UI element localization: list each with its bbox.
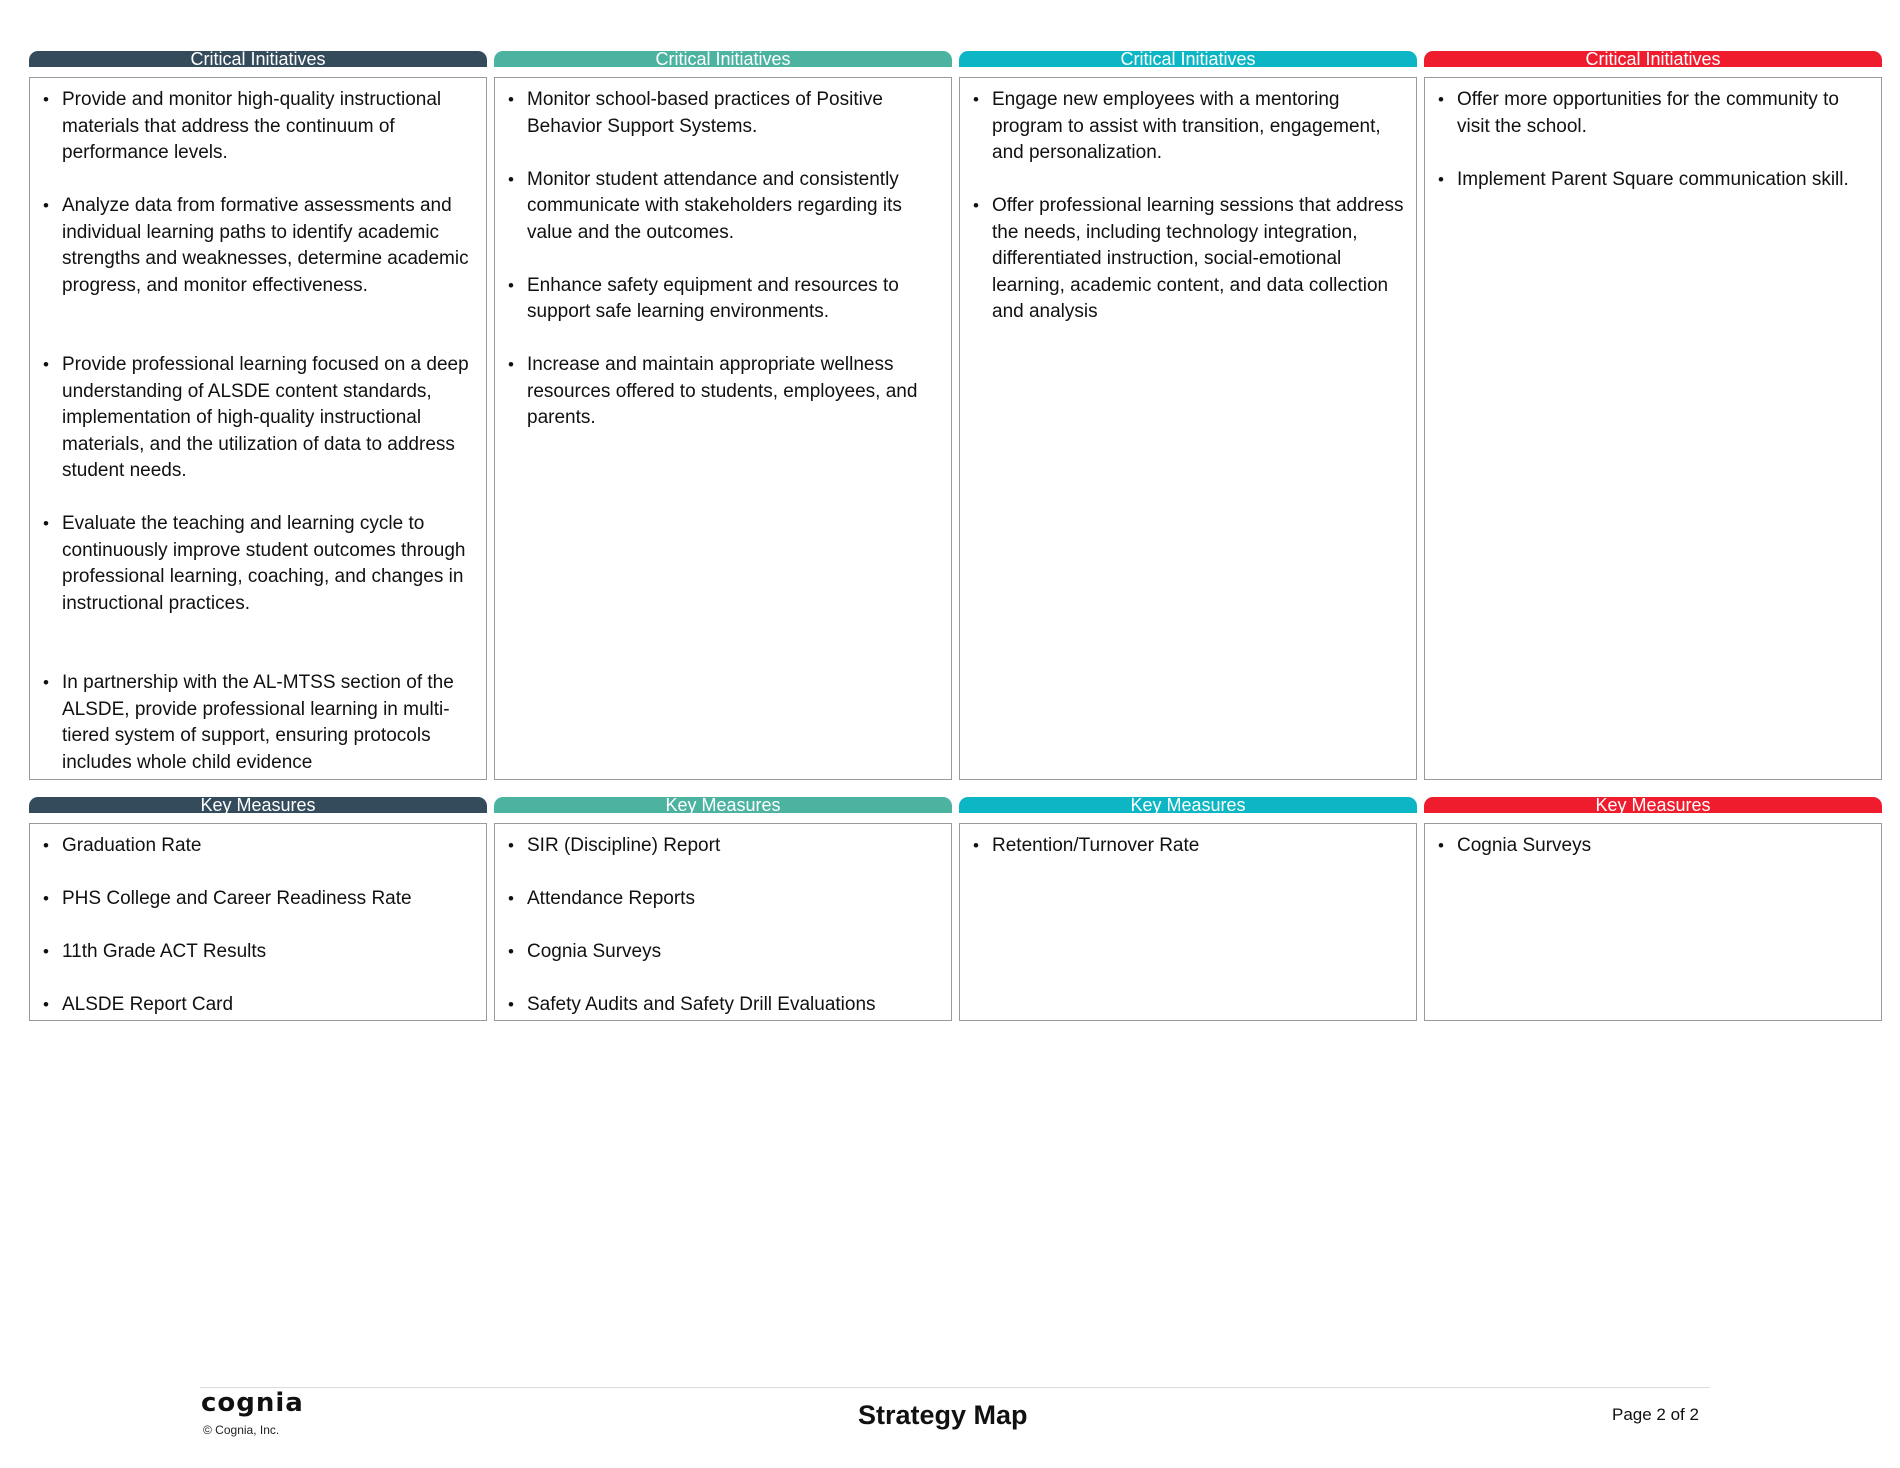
- list-item: • In partnership with the AL-MTSS section of the ALSDE, provide professional learning in multi-tiered system of support, ensuring protocols includes whole child evidence: [62, 670, 474, 776]
- column-4-initiatives: [1424, 51, 1882, 780]
- list-item: • Safety Audits and Safety Drill Evaluations: [527, 992, 939, 1019]
- list-item: • Monitor student attendance and consistently communicate with stakeholders regarding its value and the outcomes.: [527, 167, 939, 247]
- measures-header-2: Key Measures: [494, 797, 952, 813]
- column-4-measures: [1424, 797, 1882, 1021]
- footer-title: Strategy Map: [858, 1400, 1028, 1430]
- measures-list-3: [960, 824, 1416, 860]
- column-3-initiatives: [959, 51, 1417, 780]
- initiatives-box-4: [1424, 77, 1882, 780]
- measures-list-4: [1425, 824, 1881, 860]
- column-1-measures: [29, 797, 487, 1021]
- list-item: • Increase and maintain appropriate wellness resources offered to students, employees, and parents.: [527, 352, 939, 432]
- critical-initiatives-row: [29, 51, 1882, 780]
- initiatives-header-1: Critical Initiatives: [29, 51, 487, 67]
- measures-box-3: [959, 823, 1417, 1021]
- initiatives-box-1: [29, 77, 487, 780]
- measures-list-1: [30, 824, 486, 1019]
- list-item: • Provide professional learning focused on a deep understanding of ALSDE content standards, implementation of high-quality instructional materials, and the utilization of data to address student needs.: [62, 352, 474, 485]
- initiatives-header-4: Critical Initiatives: [1424, 51, 1882, 67]
- measures-list-2: [495, 824, 951, 1019]
- list-item: • Analyze data from formative assessments and individual learning paths to identify academic strengths and weaknesses, determine academic progress, and monitor effectiveness.: [62, 193, 474, 299]
- list-item: • Offer professional learning sessions that address the needs, including technology integration, differentiated instruction, social-emotional learning, academic content, and data collection and analysis: [992, 193, 1404, 326]
- page-number: Page 2 of 2: [1612, 1405, 1699, 1424]
- cognia-logo: cognia: [201, 1388, 304, 1418]
- list-item: • Attendance Reports: [527, 886, 939, 913]
- list-item: • Provide and monitor high-quality instructional materials that address the continuum of performance levels.: [62, 87, 474, 167]
- initiatives-header-2: Critical Initiatives: [494, 51, 952, 67]
- footer-divider: [200, 1387, 1710, 1388]
- list-item: • Evaluate the teaching and learning cycle to continuously improve student outcomes through professional learning, coaching, and changes in instructional practices.: [62, 511, 474, 617]
- column-2-measures: [494, 797, 952, 1021]
- list-item: • ALSDE Report Card: [62, 992, 474, 1019]
- initiatives-box-2: [494, 77, 952, 780]
- list-item: • Cognia Surveys: [1457, 833, 1869, 860]
- list-item: • SIR (Discipline) Report: [527, 833, 939, 860]
- list-item: • Graduation Rate: [62, 833, 474, 860]
- initiatives-header-3: Critical Initiatives: [959, 51, 1417, 67]
- column-2-initiatives: [494, 51, 952, 780]
- list-item: • Engage new employees with a mentoring program to assist with transition, engagement, and personalization.: [992, 87, 1404, 167]
- initiatives-box-3: [959, 77, 1417, 780]
- list-item: • Cognia Surveys: [527, 939, 939, 966]
- list-item: • Retention/Turnover Rate: [992, 833, 1404, 860]
- list-item: • 11th Grade ACT Results: [62, 939, 474, 966]
- measures-box-2: [494, 823, 952, 1021]
- list-item: • Offer more opportunities for the community to visit the school.: [1457, 87, 1869, 140]
- initiatives-list-4: [1425, 78, 1881, 193]
- key-measures-row: [29, 797, 1882, 1021]
- initiatives-list-3: [960, 78, 1416, 326]
- column-1-initiatives: [29, 51, 487, 780]
- measures-header-3: Key Measures: [959, 797, 1417, 813]
- measures-box-1: [29, 823, 487, 1021]
- list-item: • Implement Parent Square communication skill.: [1457, 167, 1869, 194]
- measures-box-4: [1424, 823, 1882, 1021]
- list-item: • Enhance safety equipment and resources to support safe learning environments.: [527, 273, 939, 326]
- list-item: • Monitor school-based practices of Positive Behavior Support Systems.: [527, 87, 939, 140]
- initiatives-list-1: [30, 78, 486, 776]
- measures-header-4: Key Measures: [1424, 797, 1882, 813]
- copyright-text: © Cognia, Inc.: [203, 1423, 280, 1437]
- measures-header-1: Key Measures: [29, 797, 487, 813]
- initiatives-list-2: [495, 78, 951, 432]
- list-item: • PHS College and Career Readiness Rate: [62, 886, 474, 913]
- column-3-measures: [959, 797, 1417, 1021]
